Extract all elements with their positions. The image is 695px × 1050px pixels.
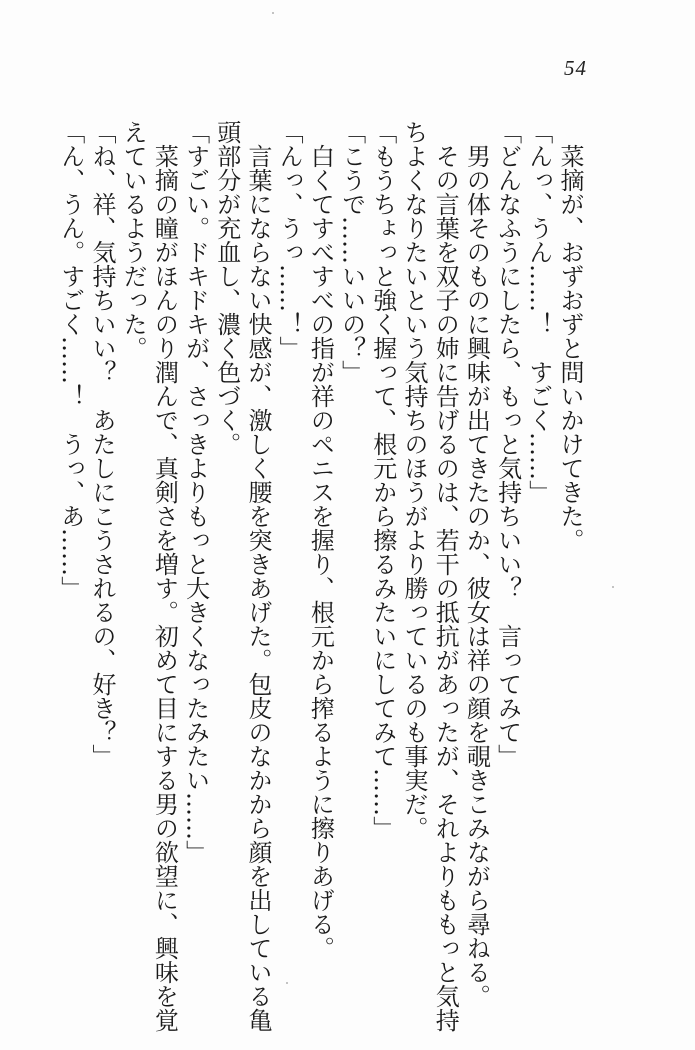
text-line: 「ね、祥、気持ちいい？ あたしにこうされるの、好き？」 (87, 120, 116, 768)
text-line: ちよくなりたいという気持ちのほうがより勝っているのも事実だ。 (399, 120, 428, 840)
text-line: 「んっ、うっ……！」 (275, 120, 304, 360)
text-line: 菜摘が、おずおずと問いかけてきた。 (556, 120, 584, 552)
text-line: 「もうちょっと強く握って、根元から擦るみたいにしてみて……」 (368, 120, 397, 840)
paper-speck (612, 586, 614, 588)
text-line: 「んっ、うん……！ すごく……」 (524, 120, 553, 504)
text-line: 「ん、うん。すごく……！ うっ、あ……」 (56, 120, 85, 600)
text-line: 男の体そのものに興味が出てきたのか、彼女は祥の顔を覗きこみながら尋ねる。 (462, 120, 491, 1008)
text-line: その言葉を双子の姉に告げるのは、若干の抵抗があったが、それよりももっと気持 (431, 120, 460, 1032)
text-line: 菜摘の瞳がほんのり潤んで、真剣さを増す。初めて目にする男の欲望に、興味を覚 (150, 120, 179, 1032)
page-number: 54 (564, 56, 587, 80)
paper-speck (286, 982, 288, 984)
text-line: 白くてすべすべの指が祥のペニスを握り、根元から搾るように擦りあげる。 (306, 120, 335, 960)
text-line: 「こうで……いいの？」 (337, 120, 366, 384)
text-line: 「すごい。ドキドキが、さっきよりもっと大きくなったみたい……」 (181, 120, 210, 864)
text-line: 「どんなふうにしたら、もっと気持ちいい？ 言ってみて」 (493, 120, 522, 768)
vertical-body-text (55, 120, 585, 1032)
paper-speck (272, 12, 274, 14)
text-line: えているようだった。 (119, 120, 148, 360)
text-line: 言葉にならない快感が、激しく腰を突きあげた。包皮のなかから顔を出している亀 (243, 120, 272, 1032)
text-line: 頭部分が充血し、濃く色づく。 (212, 120, 241, 456)
